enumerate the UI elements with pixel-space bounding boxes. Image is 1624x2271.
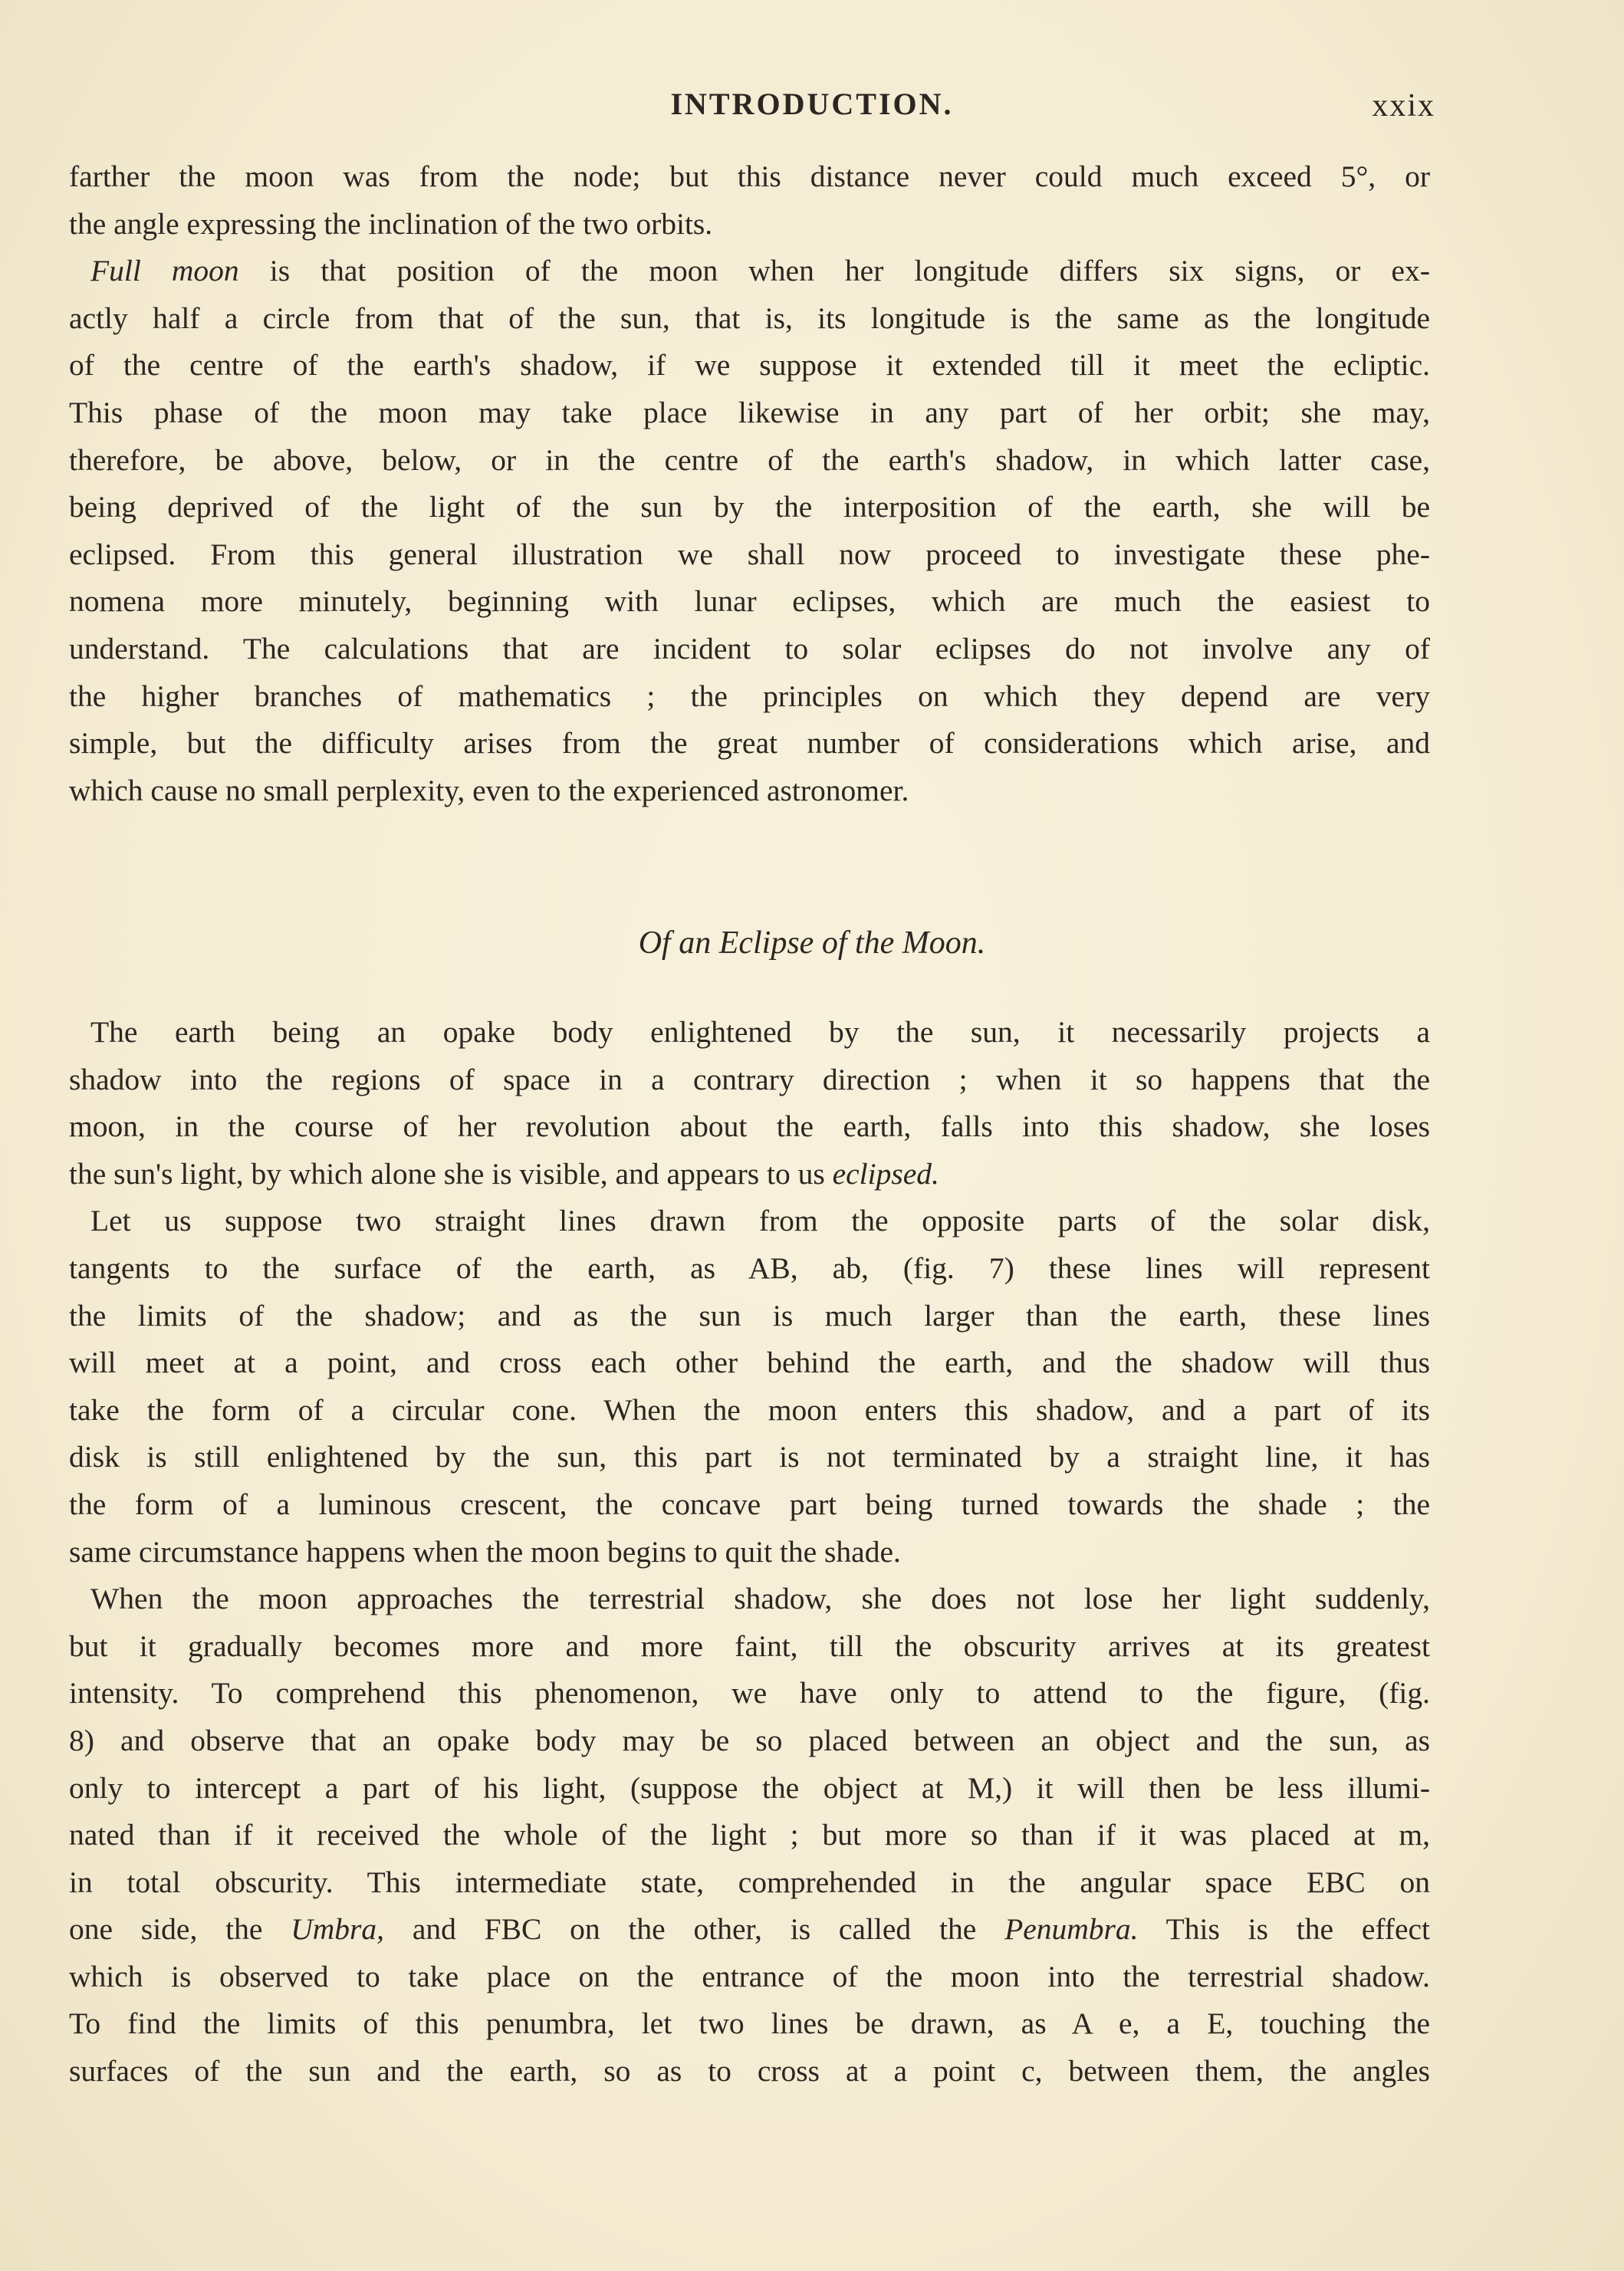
text-line: farther the moon was from the node; but this distance never could much exceed 5°, or: [69, 159, 1430, 193]
text-line: will meet at a point, and cross each other behind the earth, and the shadow will thus: [69, 1346, 1430, 1380]
text-block-lower: [69, 1009, 1430, 2095]
text-line: simple, but the difficulty arises from the great number of considerations which arise, and: [69, 726, 1430, 761]
text-line: actly half a circle from that of the sun, that is, its longitude is the same as the longitude: [69, 301, 1430, 335]
text-line: which cause no small perplexity, even to the experienced astronomer.: [69, 773, 909, 807]
text-line: To find the limits of this penumbra, let two lines be drawn, as A e, a E, touching the: [69, 2006, 1430, 2041]
text-line: eclipsed. From this general illustration we shall now proceed to investigate these phe-: [69, 537, 1430, 571]
text-line: 8) and observe that an opake body may be so placed between an object and the sun, as: [69, 1723, 1430, 1757]
text-line: tangents to the surface of the earth, as AB, ab, (fig. 7) these lines will represent: [69, 1251, 1430, 1285]
term-penumbra: Penumbra.: [1004, 1912, 1139, 1947]
text-line: same circumstance happens when the moon begins to quit the shade.: [69, 1534, 901, 1569]
text-line-start: the sun's light, by which alone she is visible, and appears to us: [69, 1156, 833, 1191]
text-fragment: This is the effect: [1138, 1912, 1430, 1947]
page-number: xxix: [1372, 88, 1435, 123]
text-line: take the form of a circular cone. When the moon enters this shadow, and a part of its: [69, 1392, 1430, 1427]
text-line: the angle expressing the inclination of the two orbits.: [69, 206, 713, 241]
text-fragment: and FBC on the other, is called the: [384, 1912, 1005, 1947]
text-line: therefore, be above, below, or in the centre of the earth's shadow, in which latter case,: [69, 442, 1430, 477]
text-line: surfaces of the sun and the earth, so as to cross at a point c, between them, the angles: [69, 2054, 1430, 2089]
text-line: [69, 248, 1430, 295]
text-block-upper: [69, 153, 1430, 814]
text-fragment: one side, the: [69, 1912, 291, 1947]
text-line: The earth being an opake body enlightened by the sun, it necessarily projects a: [90, 1015, 1430, 1049]
text-line: understand. The calculations that are incident to solar eclipses do not involve any of: [69, 631, 1430, 666]
term-umbra: Umbra,: [291, 1912, 385, 1947]
text-line: but it gradually becomes more and more faint, till the obscurity arrives at its greatest: [69, 1628, 1430, 1663]
term-eclipsed: eclipsed.: [832, 1156, 939, 1191]
text-line: the limits of the shadow; and as the sun is much larger than the earth, these lines: [69, 1298, 1430, 1333]
text-line: [69, 1906, 1430, 1954]
text-line: nomena more minutely, beginning with lunar eclipses, which are much the easiest to: [69, 584, 1430, 619]
text-line: of the centre of the earth's shadow, if we suppose it extended till it meet the ecliptic.: [69, 348, 1430, 383]
text-line: When the moon approaches the terrestrial shadow, she does not lose her light suddenly,: [90, 1582, 1430, 1616]
text-line: shadow into the regions of space in a contrary direction ; when it so happens that the: [69, 1062, 1430, 1096]
text-line: being deprived of the light of the sun by the interposition of the earth, she will be: [69, 490, 1430, 524]
text-line: the form of a luminous crescent, the concave part being turned towards the shade ; the: [69, 1487, 1430, 1521]
text-line: in total obscurity. This intermediate state, comprehended in the angular space EBC on: [69, 1865, 1430, 1899]
running-head: [0, 86, 1624, 132]
text-line: moon, in the course of her revolution about the earth, falls into this shadow, she loses: [69, 1109, 1430, 1144]
text-line: disk is still enlightened by the sun, this part is not terminated by a straight line, it has: [69, 1440, 1430, 1474]
section-heading: Of an Eclipse of the Moon.: [638, 925, 986, 961]
text-line: the higher branches of mathematics ; the principles on which they depend are very: [69, 679, 1430, 713]
text-line: intensity. To comprehend this phenomenon, we have only to attend to the figure, (fig.: [69, 1676, 1430, 1711]
text-line: This phase of the moon may take place likewise in any part of her orbit; she may,: [69, 395, 1430, 429]
text-line: only to intercept a part of his light, (suppose the object at M,) it will then be less illumi-: [69, 1770, 1430, 1805]
term-full-moon: Full moon: [90, 254, 239, 288]
text-line-rest: is that position of the moon when her longitude differs six signs, or ex-: [238, 254, 1430, 288]
text-line: [69, 1151, 1430, 1198]
running-head-title: INTRODUCTION.: [670, 87, 954, 121]
text-line: nated than if it received the whole of the light ; but more so than if it was placed at m,: [69, 1818, 1430, 1852]
text-line: which is observed to take place on the entrance of the moon into the terrestrial shadow.: [69, 1959, 1430, 1993]
text-line: Let us suppose two straight lines drawn from the opposite parts of the solar disk,: [90, 1204, 1430, 1238]
